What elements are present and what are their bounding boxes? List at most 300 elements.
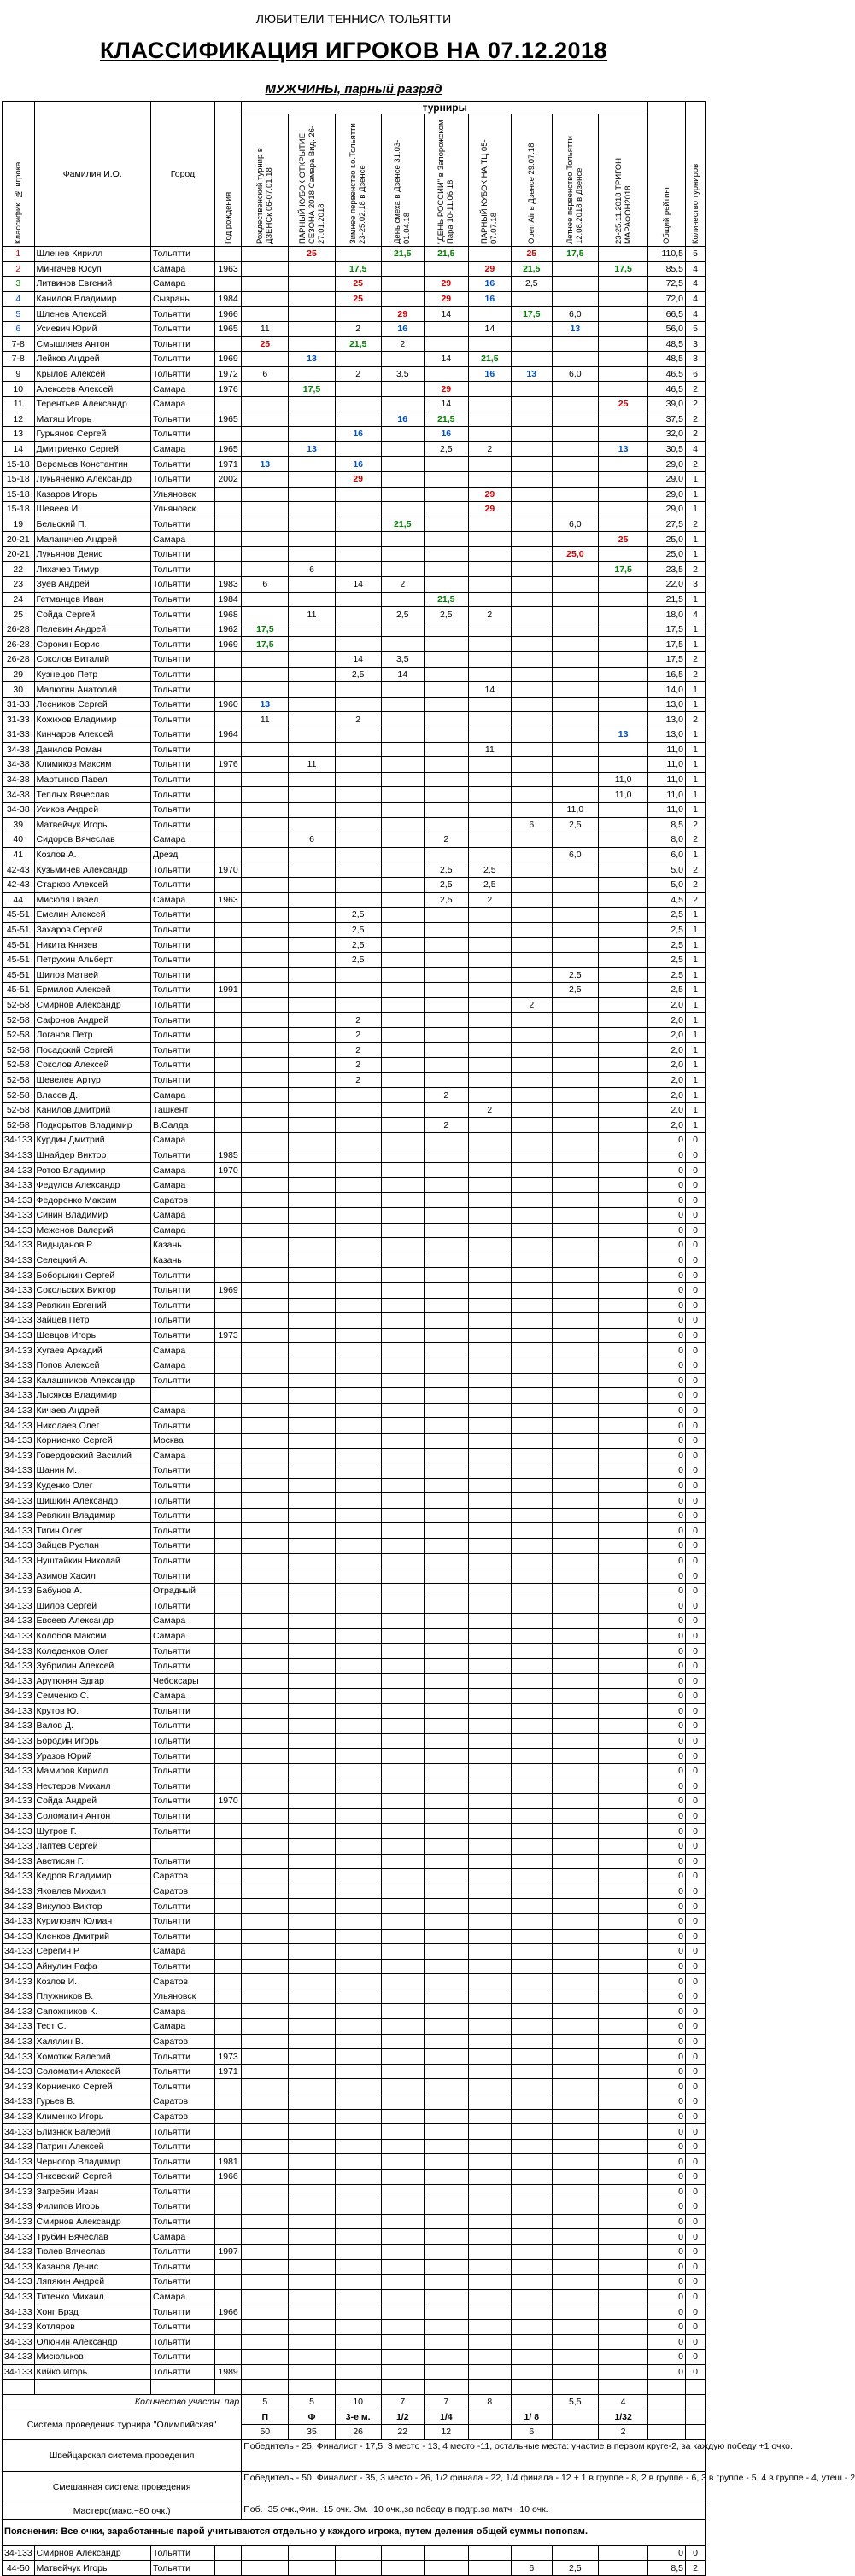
score-cell: [598, 1674, 647, 1689]
name-cell: Никита Князев: [34, 938, 150, 953]
table-row: [3, 2004, 706, 2019]
score-cell: 29: [468, 502, 511, 517]
score-cell: [335, 1133, 381, 1148]
header-row-top: [3, 102, 706, 114]
score-cell: [552, 2304, 598, 2320]
score-cell: [511, 832, 552, 848]
name-cell: Кузьмичев Александр: [34, 862, 150, 878]
score-cell: [381, 2170, 424, 2185]
score-cell: [468, 2124, 511, 2140]
rank-cell: 34-133: [3, 2289, 35, 2304]
score-cell: [424, 2259, 468, 2275]
year-cell: [214, 1403, 241, 1418]
score-cell: [552, 1177, 598, 1193]
score-cell: [242, 1493, 289, 1509]
tournament-header: Рождественский турнир в ДЗЕНСк 06-07.01.18: [242, 114, 289, 247]
total-cell: 2,5: [648, 983, 686, 998]
city-cell: В.Салда: [150, 1118, 214, 1133]
city-cell: Самара: [150, 382, 214, 397]
score-cell: [335, 1838, 381, 1854]
rank-cell: 22: [3, 562, 35, 577]
count-cell: 0: [686, 2259, 706, 2275]
table-row: [3, 682, 706, 698]
score-cell: [242, 607, 289, 622]
name-cell: Семченко С.: [34, 1689, 150, 1704]
count-cell: 0: [686, 1794, 706, 1809]
score-cell: [242, 1884, 289, 1899]
score-cell: [289, 2019, 335, 2035]
score-cell: 11,0: [598, 787, 647, 803]
score-cell: [552, 1779, 598, 1794]
score-cell: [552, 1388, 598, 1404]
score-cell: [335, 1703, 381, 1719]
score-cell: [381, 938, 424, 953]
year-cell: [214, 1343, 241, 1358]
score-cell: [552, 592, 598, 607]
score-cell: [335, 2289, 381, 2304]
year-cell: [214, 997, 241, 1013]
system-code-cell: 1/ 8: [511, 2410, 552, 2425]
year-cell: [214, 817, 241, 832]
score-cell: [289, 1403, 335, 1418]
total-cell: 13,0: [648, 712, 686, 727]
rank-cell: 34-133: [3, 2049, 35, 2065]
count-cell: 1: [686, 622, 706, 637]
score-cell: [424, 1808, 468, 1824]
score-cell: [289, 1689, 335, 1704]
score-cell: [552, 1208, 598, 1224]
score-cell: [381, 1944, 424, 1960]
system-points-cell: 35: [289, 2425, 335, 2440]
table-row: [3, 1493, 706, 1509]
system-code-cell: 3-е м.: [335, 2410, 381, 2425]
score-cell: 16: [468, 366, 511, 382]
name-cell: Емелин Алексей: [34, 908, 150, 923]
score-cell: [242, 2350, 289, 2365]
score-cell: 2,5: [424, 892, 468, 908]
rank-cell: 13: [3, 427, 35, 442]
city-cell: Тольятти: [150, 321, 214, 336]
table-row: [3, 577, 706, 593]
name-cell: Козлов И.: [34, 1974, 150, 1989]
score-cell: [552, 652, 598, 668]
score-cell: [335, 892, 381, 908]
name-cell: Гетманцев Иван: [34, 592, 150, 607]
score-cell: [511, 1373, 552, 1388]
score-cell: [468, 2184, 511, 2199]
score-cell: [242, 2275, 289, 2290]
masters-row-label: Мастерс(макс.~80 очк.): [3, 2503, 242, 2519]
total-cell: 2,0: [648, 1058, 686, 1073]
score-cell: [381, 2079, 424, 2094]
score-cell: [289, 1628, 335, 1644]
score-cell: [552, 1719, 598, 1734]
name-cell: Бельский П.: [34, 517, 150, 532]
score-cell: 2: [335, 321, 381, 336]
score-cell: [424, 1913, 468, 1929]
year-cell: [214, 1238, 241, 1253]
score-cell: [424, 1298, 468, 1313]
score-cell: [242, 787, 289, 803]
score-cell: 16: [468, 277, 511, 292]
score-cell: [511, 607, 552, 622]
score-cell: [511, 1523, 552, 1539]
city-cell: Тольятти: [150, 1268, 214, 1283]
empty-cell: [686, 2380, 706, 2395]
score-cell: 2,5: [552, 983, 598, 998]
score-cell: [511, 1328, 552, 1343]
year-cell: [214, 1824, 241, 1839]
score-cell: [242, 2109, 289, 2124]
name-cell: Дмитриенко Сергей: [34, 441, 150, 457]
score-cell: [242, 532, 289, 547]
total-cell: 85,5: [648, 261, 686, 277]
total-cell: 0: [648, 1899, 686, 1914]
city-cell: Казань: [150, 1253, 214, 1268]
score-cell: [468, 757, 511, 773]
name-cell: Калашников Александр: [34, 1373, 150, 1388]
count-cell: 1: [686, 592, 706, 607]
score-cell: [335, 1749, 381, 1764]
total-cell: 0: [648, 1824, 686, 1839]
name-cell: Аветисян Г.: [34, 1854, 150, 1869]
score-cell: [289, 1343, 335, 1358]
score-cell: [242, 2094, 289, 2110]
score-cell: [598, 1628, 647, 1644]
name-cell: Шилов Сергей: [34, 1598, 150, 1614]
count-cell: 1: [686, 682, 706, 698]
name-cell: Евсеев Александр: [34, 1614, 150, 1629]
table-row: [3, 1298, 706, 1313]
name-cell: Шевелев Артур: [34, 1072, 150, 1088]
rank-cell: 44: [3, 892, 35, 908]
score-cell: 16: [381, 412, 424, 427]
name-cell: Усиевич Юрий: [34, 321, 150, 336]
score-cell: [381, 1253, 424, 1268]
score-cell: 6: [289, 562, 335, 577]
score-cell: [511, 2124, 552, 2140]
score-cell: [511, 922, 552, 938]
score-cell: [424, 2094, 468, 2110]
score-cell: [381, 1088, 424, 1103]
name-cell: Филипов Игорь: [34, 2199, 150, 2215]
city-cell: Самара: [150, 1358, 214, 1373]
city-cell: Тольятти: [150, 2184, 214, 2199]
score-cell: [242, 1808, 289, 1824]
score-cell: [598, 1193, 647, 1208]
year-cell: 1972: [214, 366, 241, 382]
score-cell: [289, 1854, 335, 1869]
score-cell: [552, 622, 598, 637]
score-cell: [424, 2019, 468, 2035]
score-cell: [511, 1433, 552, 1448]
score-cell: [511, 1628, 552, 1644]
city-cell: Тольятти: [150, 2275, 214, 2290]
rank-cell: 34-133: [3, 1133, 35, 1148]
table-row: [3, 2079, 706, 2094]
year-cell: [214, 1749, 241, 1764]
score-cell: [552, 1674, 598, 1689]
score-cell: [552, 607, 598, 622]
count-cell: 0: [686, 2049, 706, 2065]
name-cell: Яковлев Михаил: [34, 1884, 150, 1899]
score-cell: [335, 983, 381, 998]
rank-cell: 34-133: [3, 1238, 35, 1253]
year-cell: [214, 682, 241, 698]
rank-cell: 34-133: [3, 2545, 35, 2561]
pairs-cell: 5: [289, 2394, 335, 2410]
year-cell: [214, 2019, 241, 2035]
score-cell: [511, 1163, 552, 1178]
score-cell: [424, 2561, 468, 2576]
score-cell: [289, 697, 335, 712]
name-cell: Шутров Г.: [34, 1824, 150, 1839]
count-cell: 4: [686, 307, 706, 322]
total-cell: 0: [648, 1539, 686, 1554]
score-cell: [424, 1268, 468, 1283]
year-header: Год рождения: [214, 102, 241, 247]
count-cell: 0: [686, 1644, 706, 1659]
year-cell: [214, 247, 241, 262]
score-cell: [511, 1282, 552, 1298]
city-cell: Тольятти: [150, 471, 214, 487]
table-row: [3, 1794, 706, 1809]
year-cell: 1962: [214, 622, 241, 637]
score-cell: [511, 352, 552, 367]
rank-cell: 15-18: [3, 471, 35, 487]
rank-cell: 34-133: [3, 2034, 35, 2049]
score-cell: [424, 1553, 468, 1568]
rank-cell: 20-21: [3, 532, 35, 547]
year-cell: [214, 667, 241, 682]
score-cell: [598, 908, 647, 923]
score-cell: [424, 2064, 468, 2079]
table-row: [3, 1253, 706, 1268]
score-cell: [468, 1027, 511, 1043]
score-cell: [552, 1598, 598, 1614]
score-cell: [289, 2561, 335, 2576]
score-cell: [242, 2289, 289, 2304]
total-cell: 0: [648, 1658, 686, 1674]
score-cell: [424, 817, 468, 832]
name-cell: Лаптев Сергей: [34, 1838, 150, 1854]
score-cell: 3,5: [381, 366, 424, 382]
score-cell: [424, 1253, 468, 1268]
score-cell: [242, 772, 289, 787]
score-cell: [289, 2124, 335, 2140]
score-cell: [468, 1763, 511, 1779]
score-cell: [468, 1328, 511, 1343]
score-cell: [598, 2334, 647, 2350]
empty-cell: [598, 2380, 647, 2395]
rank-cell: 15-18: [3, 502, 35, 517]
score-cell: [242, 892, 289, 908]
score-cell: [511, 772, 552, 787]
score-cell: [598, 2275, 647, 2290]
city-cell: Самара: [150, 532, 214, 547]
score-cell: [242, 1253, 289, 1268]
score-cell: [424, 2154, 468, 2170]
count-cell: 0: [686, 1749, 706, 1764]
city-cell: Саратов: [150, 1869, 214, 1884]
score-cell: [381, 1929, 424, 1944]
year-cell: 1965: [214, 321, 241, 336]
count-cell: 0: [686, 2229, 706, 2245]
score-cell: [289, 742, 335, 757]
year-cell: [214, 2259, 241, 2275]
total-cell: 0: [648, 2545, 686, 2561]
score-cell: [289, 1208, 335, 1224]
rank-cell: 52-58: [3, 1118, 35, 1133]
score-cell: [468, 1013, 511, 1028]
score-cell: [289, 622, 335, 637]
score-cell: [381, 2064, 424, 2079]
table-row: [3, 1478, 706, 1493]
rank-cell: 2: [3, 261, 35, 277]
table-row: [3, 1689, 706, 1704]
score-cell: [289, 1733, 335, 1749]
score-cell: [289, 2289, 335, 2304]
year-cell: [214, 1644, 241, 1659]
year-cell: [214, 2561, 241, 2576]
name-cell: Сорокин Борис: [34, 637, 150, 652]
name-cell: Лесников Сергей: [34, 697, 150, 712]
rank-cell: 34-133: [3, 1644, 35, 1659]
city-cell: Тольятти: [150, 787, 214, 803]
count-cell: 0: [686, 2124, 706, 2140]
total-cell: 0: [648, 1568, 686, 1584]
score-cell: [511, 2350, 552, 2365]
score-cell: [511, 1658, 552, 1674]
score-cell: 2: [335, 366, 381, 382]
table-row: [3, 1238, 706, 1253]
count-cell: 1: [686, 727, 706, 743]
total-cell: 2,0: [648, 1102, 686, 1118]
score-cell: [511, 712, 552, 727]
tournament-header: 23-25.11.2018 ТРИГОН МАРАФОН2018: [598, 114, 647, 247]
score-cell: [424, 336, 468, 352]
score-cell: [381, 2545, 424, 2561]
score-cell: [381, 1388, 424, 1404]
year-cell: 1983: [214, 577, 241, 593]
total-cell: 8,0: [648, 832, 686, 848]
score-cell: [289, 1058, 335, 1073]
score-cell: [289, 291, 335, 307]
score-cell: [552, 1072, 598, 1088]
rank-cell: 34-133: [3, 1448, 35, 1463]
rank-cell: 34-133: [3, 2319, 35, 2334]
score-cell: [242, 1703, 289, 1719]
city-cell: Тольятти: [150, 983, 214, 998]
score-cell: [242, 1913, 289, 1929]
table-row: [3, 2049, 706, 2065]
city-cell: Тольятти: [150, 697, 214, 712]
city-cell: Тольятти: [150, 2319, 214, 2334]
table-row: [3, 2244, 706, 2259]
score-cell: [598, 2004, 647, 2019]
score-cell: [552, 2545, 598, 2561]
count-cell: 0: [686, 2019, 706, 2035]
score-cell: [242, 382, 289, 397]
score-cell: [598, 307, 647, 322]
score-cell: [598, 952, 647, 967]
score-cell: 16: [335, 457, 381, 472]
score-cell: [242, 1929, 289, 1944]
score-cell: [511, 1043, 552, 1058]
total-cell: 0: [648, 1733, 686, 1749]
score-cell: [424, 667, 468, 682]
table-row: [3, 1088, 706, 1103]
table-row: [3, 2064, 706, 2079]
score-cell: [381, 2319, 424, 2334]
count-cell: 2: [686, 652, 706, 668]
score-cell: [289, 2214, 335, 2229]
year-cell: [214, 1298, 241, 1313]
score-cell: [511, 1974, 552, 1989]
table-row: [3, 2364, 706, 2380]
score-cell: [381, 1358, 424, 1373]
score-cell: [242, 2561, 289, 2576]
score-cell: [598, 2139, 647, 2154]
score-cell: [511, 457, 552, 472]
rank-cell: 52-58: [3, 1072, 35, 1088]
rank-cell: 34-133: [3, 1869, 35, 1884]
score-cell: [381, 1523, 424, 1539]
score-cell: [242, 1043, 289, 1058]
score-cell: [289, 1298, 335, 1313]
score-cell: [424, 1869, 468, 1884]
year-cell: 1966: [214, 307, 241, 322]
score-cell: [424, 1583, 468, 1598]
total-cell: 0: [648, 1989, 686, 2004]
table-row: [3, 712, 706, 727]
score-cell: 25: [335, 291, 381, 307]
total-cell: 0: [648, 1403, 686, 1418]
score-cell: [552, 1929, 598, 1944]
total-cell: 0: [648, 1598, 686, 1614]
rank-cell: 34-133: [3, 1703, 35, 1719]
year-cell: 1969: [214, 1282, 241, 1298]
score-cell: [468, 697, 511, 712]
score-cell: [242, 1749, 289, 1764]
score-cell: [468, 2064, 511, 2079]
score-cell: [335, 487, 381, 502]
empty-cell: [150, 2380, 214, 2395]
score-cell: [598, 1088, 647, 1103]
table-row: [3, 247, 706, 262]
year-cell: [214, 952, 241, 967]
total-cell: 0: [648, 1689, 686, 1704]
score-cell: [335, 1628, 381, 1644]
count-cell: 0: [686, 1193, 706, 1208]
table-row: [3, 427, 706, 442]
score-cell: [468, 1539, 511, 1554]
year-cell: [214, 877, 241, 892]
name-cell: Шилов Матвей: [34, 967, 150, 983]
score-cell: [552, 1223, 598, 1238]
score-cell: [552, 1478, 598, 1493]
score-cell: [468, 1899, 511, 1914]
score-cell: [381, 2214, 424, 2229]
count-cell: 0: [686, 2244, 706, 2259]
table-row: [3, 2229, 706, 2245]
total-cell: 11,0: [648, 757, 686, 773]
year-cell: 1997: [214, 2244, 241, 2259]
name-cell: Посадский Сергей: [34, 1043, 150, 1058]
system-label: Система проведения турнира "Олимпийская": [3, 2410, 242, 2439]
score-cell: [598, 938, 647, 953]
score-cell: [289, 1268, 335, 1283]
